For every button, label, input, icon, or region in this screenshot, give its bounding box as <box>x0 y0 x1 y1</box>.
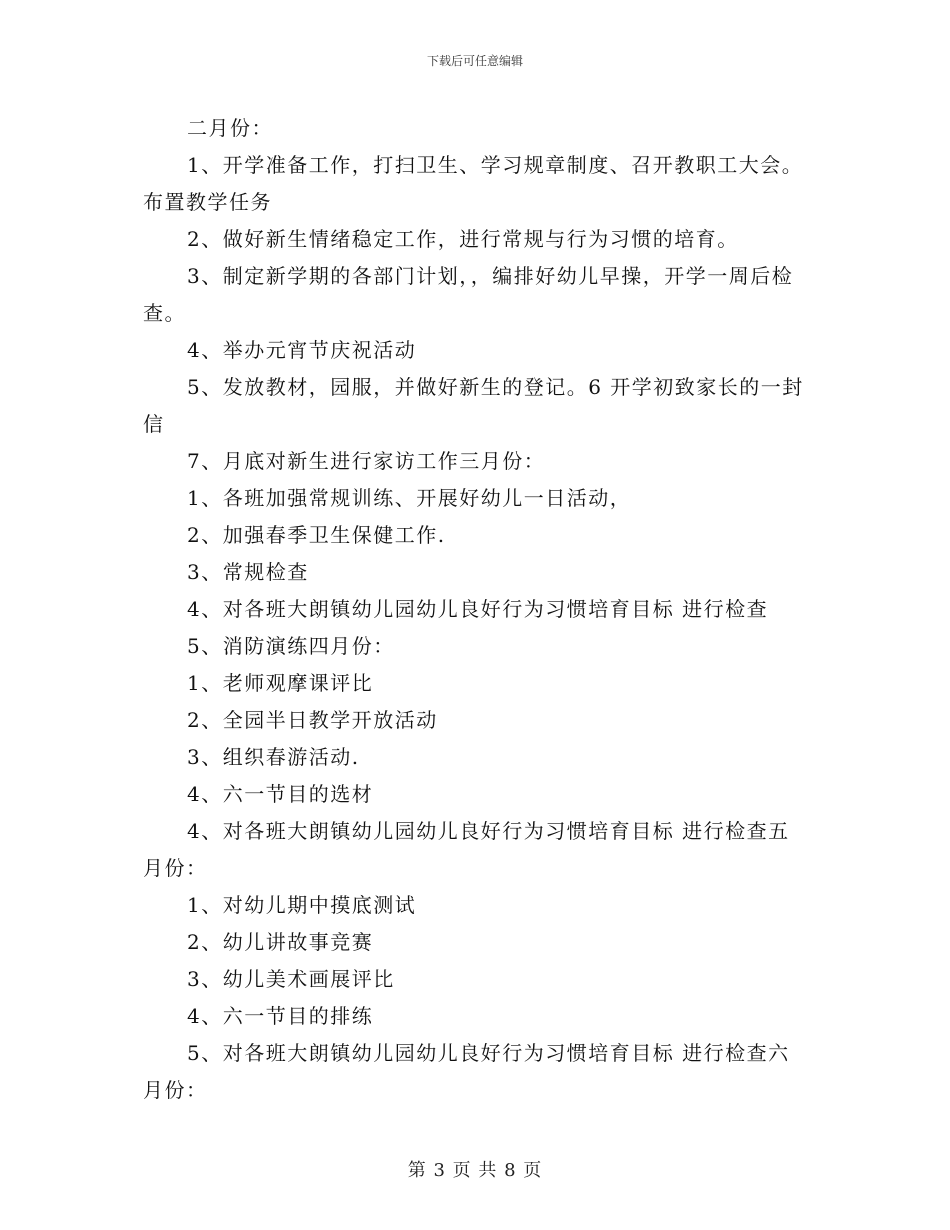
text-line: 2、幼儿讲故事竞赛 <box>187 930 374 954</box>
text-line: 2、做好新生情绪稳定工作，进行常规与行为习惯的培育。 <box>187 227 739 251</box>
text-line: 月份： <box>143 856 208 880</box>
text-line: 1、老师观摩课评比 <box>187 671 374 695</box>
page-footer: 第 3 页 共 8 页 <box>407 1160 543 1181</box>
text-line: 信 <box>143 412 165 436</box>
text-line: 4、对各班大朗镇幼儿园幼儿良好行为习惯培育目标 进行检查 <box>187 597 769 621</box>
text-line: 月份： <box>143 1078 208 1102</box>
text-line: 1、开学准备工作，打扫卫生、学习规章制度、召开教职工大会。 <box>187 153 804 177</box>
text-line: 5、发放教材，园服，并做好新生的登记。6 开学初致家长的一封 <box>187 375 804 399</box>
text-line: 5、消防演练四月份： <box>187 634 395 658</box>
text-line: 1、各班加强常规训练、开展好幼儿一日活动， <box>187 486 632 510</box>
text-line: 3、常规检查 <box>187 560 309 584</box>
text-line: 二月份： <box>187 116 273 140</box>
page-header: 下载后可任意编辑 <box>426 54 523 68</box>
text-line: 3、制定新学期的各部门计划，，编排好幼儿早操，开学一周后检 <box>187 264 794 288</box>
text-line: 2、全园半日教学开放活动 <box>187 708 438 732</box>
text-line: 3、组织春游活动. <box>187 745 360 769</box>
text-line: 4、六一节目的选材 <box>187 782 374 806</box>
text-line: 7、月底对新生进行家访工作三月份： <box>187 449 546 473</box>
text-line: 3、幼儿美术画展评比 <box>187 967 395 991</box>
text-line: 4、六一节目的排练 <box>187 1004 374 1028</box>
text-line: 1、对幼儿期中摸底测试 <box>187 893 417 917</box>
document-body <box>143 110 813 1109</box>
text-line: 4、对各班大朗镇幼儿园幼儿良好行为习惯培育目标 进行检查五 <box>187 819 790 843</box>
text-line: 4、举办元宵节庆祝活动 <box>187 338 417 362</box>
text-line: 5、对各班大朗镇幼儿园幼儿良好行为习惯培育目标 进行检查六 <box>187 1041 790 1065</box>
text-line: 2、加强春季卫生保健工作. <box>187 523 446 547</box>
text-line: 布置教学任务 <box>143 190 272 214</box>
text-line: 查。 <box>143 301 186 325</box>
